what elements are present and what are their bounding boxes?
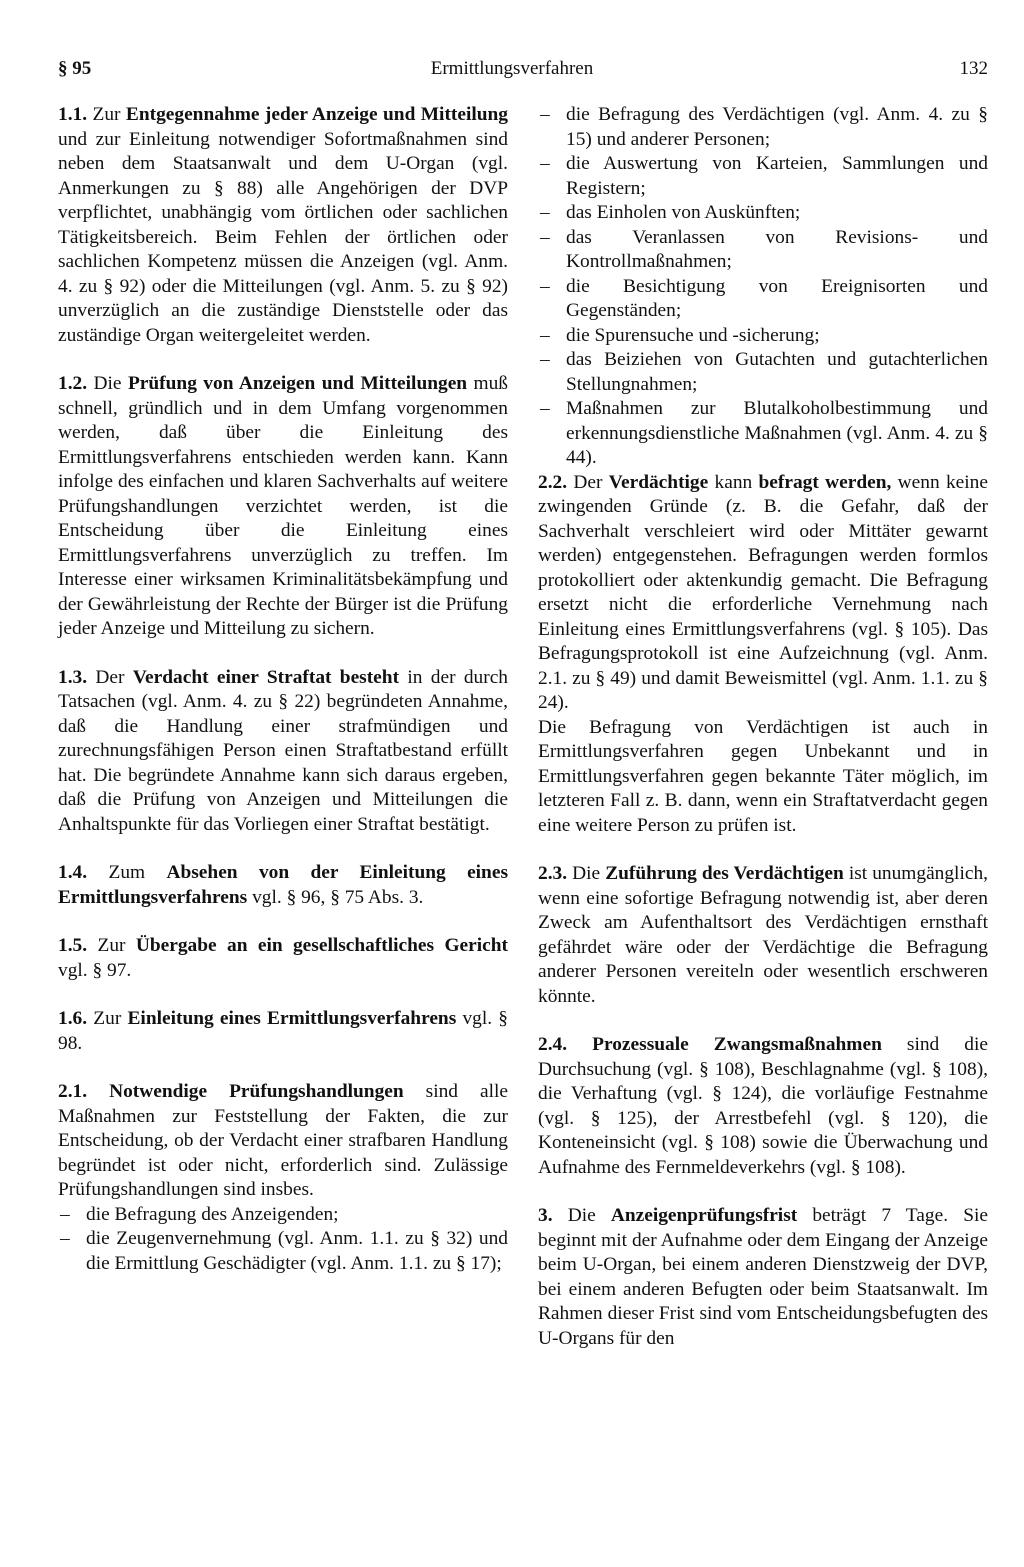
paragraph-lead: Die bbox=[567, 1205, 596, 1226]
left-column bbox=[58, 103, 508, 1276]
paragraph-number: 2.3. bbox=[538, 863, 568, 884]
paragraph-keyword: Notwendige Prüfungshandlungen bbox=[109, 1081, 404, 1102]
paragraph-number: 1.5. bbox=[58, 935, 88, 956]
paragraph-text: und zur Einleitung notwendiger Sofortmaßnahmen sind neben dem Staatsanwalt und dem U-Organ (vgl. Anmerkungen zu § 88) alle Angehörigen der DVP verpflichtet, unabhängig vom örtlichen oder sachlichen Tätigkeitsbereich. Beim Fehlen der örtlichen oder sachlichen Kompetenz müssen die Anzeigen (vgl. Anm. 4. zu § 92) oder die Mitteilungen (vgl. Anm. 5. zu § 92) unverzüglich an die zuständige Dienststelle oder das zuständige Organ weitergeleitet werden. bbox=[58, 128, 508, 346]
page-number: 132 bbox=[959, 58, 988, 79]
paragraph-number: 1.6. bbox=[58, 1008, 88, 1029]
paragraph-lead: Zur bbox=[92, 104, 121, 125]
inspection-list-right bbox=[538, 103, 988, 471]
inspection-list-left bbox=[58, 1203, 508, 1277]
paragraph-lead: Die bbox=[572, 863, 601, 884]
paragraph-1-4 bbox=[58, 861, 508, 910]
paragraph-text: sind alle Maßnahmen zur Feststellung der Fakten, die zur Entscheidung, ob der Verdacht einer strafbaren Handlung begründet ist oder nicht, erforderlich sind. Zulässige Prüfungshandlungen sind insbes. bbox=[58, 1081, 508, 1200]
right-column bbox=[538, 103, 988, 1375]
paragraph-2-1 bbox=[58, 1080, 508, 1203]
paragraph-lead: Zur bbox=[97, 935, 126, 956]
paragraph-1-6 bbox=[58, 1007, 508, 1056]
paragraph-2-3 bbox=[538, 862, 988, 1009]
paragraph-number: 2.4. bbox=[538, 1034, 568, 1055]
list-item: – die Auswertung von Karteien, Sammlungen und Registern; bbox=[538, 152, 988, 201]
paragraph-keyword: Anzeigenprüfungsfrist bbox=[610, 1205, 798, 1226]
paragraph-lead: Die bbox=[93, 373, 122, 394]
paragraph-number: 1.2. bbox=[58, 373, 88, 394]
paragraph-keyword: Übergabe an ein gesellschaftliches Gericht bbox=[135, 935, 508, 956]
paragraph-keyword: Prüfung von Anzeigen und Mitteilungen bbox=[127, 373, 468, 394]
paragraph-text: vgl. § 96, § 75 Abs. 3. bbox=[252, 886, 424, 908]
list-item: – Maßnahmen zur Blutalkoholbestimmung und erkennungsdienstliche Maßnahmen (vgl. Anm. 4. zu § 44). bbox=[538, 397, 988, 471]
paragraph-2-2-continuation: Die Befragung von Verdächtigen ist auch in Ermittlungsverfahren gegen Unbekannt und in Ermittlungsverfahren gegen bekannte Täter möglich, im letzteren Fall z. B. dann, wenn ein Straftatverdacht gegen eine weitere Person zu prüfen ist. bbox=[538, 716, 988, 836]
paragraph-keyword: Einleitung eines Ermittlungsverfahrens bbox=[127, 1008, 457, 1029]
running-title: Ermittlungsverfahren bbox=[430, 58, 594, 79]
paragraph-number: 2.2. bbox=[538, 471, 568, 493]
paragraph-connector: kann bbox=[714, 471, 753, 493]
paragraph-keyword: Prozessuale Zwangsmaßnahmen bbox=[592, 1034, 882, 1055]
section-number: § 95 bbox=[58, 58, 92, 79]
paragraph-keyword: Entgegennahme jeder Anzeige und Mitteilung bbox=[125, 104, 508, 125]
paragraph-number: 1.4. bbox=[58, 862, 88, 883]
paragraph-2-4 bbox=[538, 1033, 988, 1180]
paragraph-1-1 bbox=[58, 103, 508, 348]
paragraph-text: muß schnell, gründlich und in dem Umfang vorgenommen werden, daß über die Einleitung des Ermittlungsverfahrens entschieden werden kann. Kann infolge des einfachen und klaren Sachverhalts auf weitere Prüfungshandlungen verzichtet werden, ist die Entscheidung über die Einleitung eines Ermittlungsverfahrens unverzüglich zu treffen. Im Interesse einer wirksamen Kriminalitätsbekämpfung und der Gewährleistung der Rechte der Bürger ist die Prüfung jeder Anzeige und Mitteilung zu sichern. bbox=[58, 373, 509, 639]
paragraph-text: vgl. § 98. bbox=[58, 1008, 508, 1054]
paragraph-3 bbox=[538, 1204, 988, 1351]
paragraph-keyword: Absehen von der Einleitung eines Ermittlungsverfahrens bbox=[58, 862, 508, 908]
list-item: – die Spurensuche und -sicherung; bbox=[538, 324, 988, 349]
paragraph-number: 1.3. bbox=[58, 666, 88, 688]
paragraph-1-3 bbox=[58, 666, 508, 838]
paragraph-lead: Zum bbox=[108, 862, 146, 883]
paragraph-number: 1.1. bbox=[58, 104, 88, 125]
paragraph-keyword: Verdacht einer Straftat besteht bbox=[132, 666, 400, 688]
paragraph-1-2 bbox=[58, 372, 508, 642]
paragraph-keyword: Verdächtige bbox=[608, 471, 709, 493]
paragraph-1-5 bbox=[58, 934, 508, 983]
list-item: – die Befragung des Anzeigenden; bbox=[58, 1203, 508, 1228]
paragraph-lead: Der bbox=[95, 666, 125, 688]
paragraph-lead: Der bbox=[573, 471, 603, 493]
paragraph-text: ist unumgänglich, wenn eine sofortige Befragung notwendig ist, aber deren Zweck am Aufenthaltsort des Verdächtigen ernsthaft gefährdet wäre oder der Verdächtige die Befragung anderer Personen vereiteln oder wesentlich erschweren könnte. bbox=[538, 863, 988, 1007]
paragraph-lead: Zur bbox=[93, 1008, 122, 1029]
paragraph-text: in der durch Tatsachen (vgl. Anm. 4. zu § 22) begründeten Annahme, daß die Handlung einer strafmündigen und zurechnungsfähigen Person einen Straftatbestand erfüllt hat. Die begründete Annahme kann sich daraus ergeben, daß die Prüfung von Anzeigen und Mitteilungen die Anhaltspunkte für das Vorliegen einer Straftat bestätigt. bbox=[58, 666, 508, 835]
paragraph-text: wenn keine zwingenden Gründe (z. B. die Gefahr, daß der Sachverhalt verschleiert wird oder Mittäter gewarnt werden) entgegenstehen. Befragungen werden formlos protokolliert oder aktenkundig gemacht. Die Befragung ersetzt nicht die erforderliche Vernehmung nach Einleitung eines Ermittlungsverfahrens (vgl. § 105). Das Befragungsprotokoll ist eine Aufzeichnung (vgl. Anm. 2.1. zu § 49) und damit Beweismittel (vgl. Anm. 1.1. zu § 24). bbox=[538, 471, 988, 713]
list-item: – die Zeugenvernehmung (vgl. Anm. 1.1. zu § 32) und die Ermittlung Geschädigter (vgl. Anm. 1.1. zu § 17); bbox=[58, 1227, 508, 1276]
list-item: – das Einholen von Auskünften; bbox=[538, 201, 988, 226]
paragraph-keyword: Zuführung des Verdächtigen bbox=[605, 863, 844, 884]
paragraph-2-2 bbox=[538, 471, 988, 716]
paragraph-text: beträgt 7 Tage. Sie beginnt mit der Aufnahme oder dem Eingang der Anzeige beim U-Organ, bei einem anderen Dienstzweig der DVP, bei einem anderen Befugten oder beim Staatsanwalt. Im Rahmen dieser Frist sind vom Entscheidungsbefugten des U-Organs für den bbox=[538, 1205, 988, 1349]
list-item: – das Beiziehen von Gutachten und gutachterlichen Stellungnahmen; bbox=[538, 348, 988, 397]
list-item: – die Befragung des Verdächtigen (vgl. Anm. 4. zu § 15) und anderer Personen; bbox=[538, 103, 988, 152]
paragraph-text: sind die Durchsuchung (vgl. § 108), Beschlagnahme (vgl. § 108), die Verhaftung (vgl. § 124), die vorläufige Festnahme (vgl. § 125), der Arrestbefehl (vgl. § 120), die Konteneinsicht (vgl. § 108) sowie die Überwachung und Aufnahme des Fernmeldeverkehrs (vgl. § 108). bbox=[538, 1034, 988, 1178]
list-item: – die Besichtigung von Ereignisorten und Gegenständen; bbox=[538, 275, 988, 324]
paragraph-keyword-2: befragt werden, bbox=[758, 471, 892, 493]
page-header bbox=[0, 58, 1024, 88]
list-item: – das Veranlassen von Revisions- und Kontrollmaßnahmen; bbox=[538, 226, 988, 275]
paragraph-number: 3. bbox=[538, 1205, 553, 1226]
paragraph-text: vgl. § 97. bbox=[58, 959, 132, 981]
paragraph-number: 2.1. bbox=[58, 1081, 88, 1102]
